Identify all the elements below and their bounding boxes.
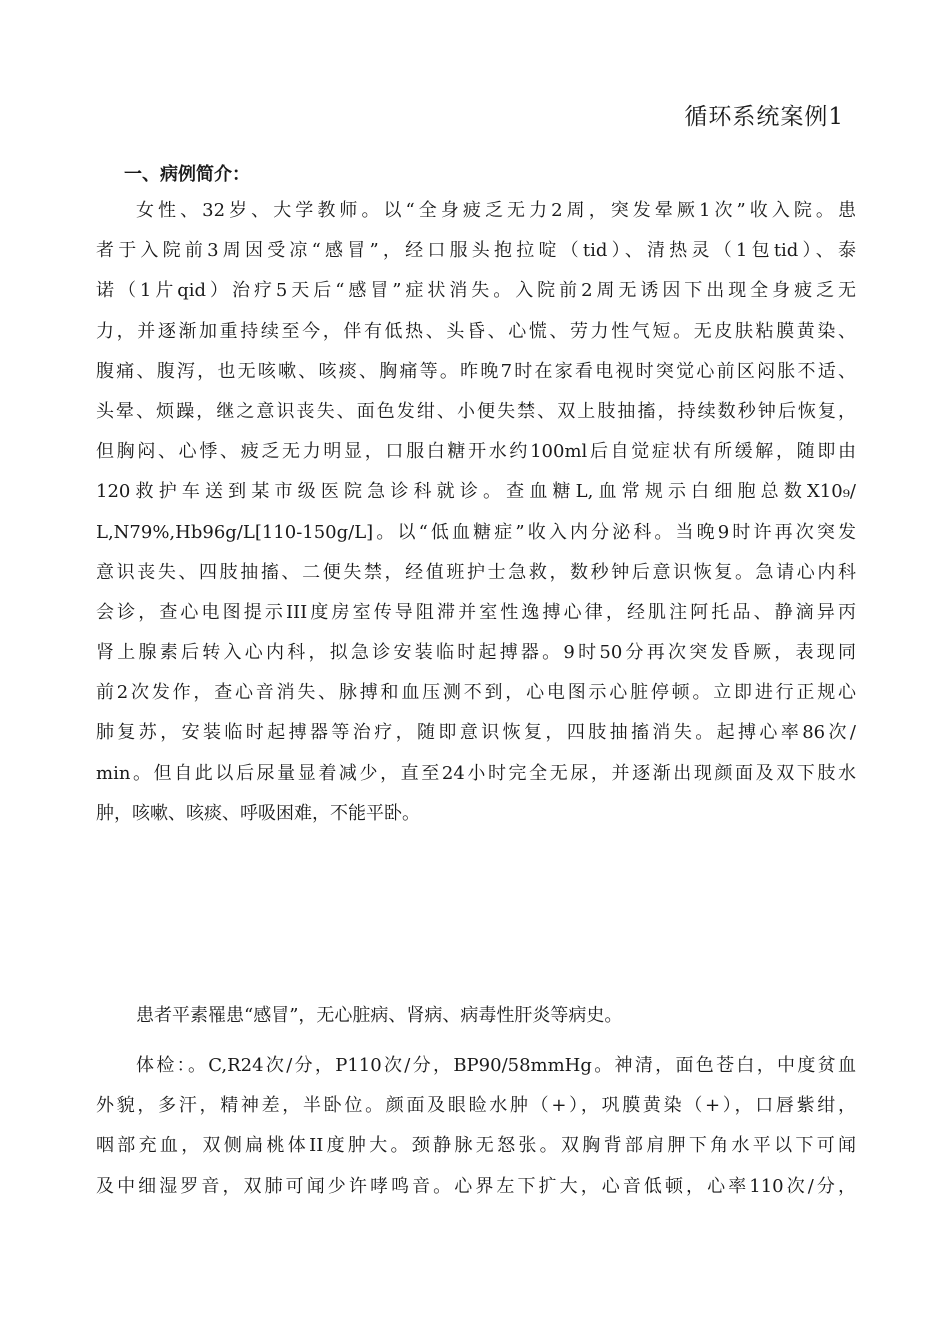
text-line: 腹痛、腹泻，也无咳嗽、咳痰、胸痛等。昨晚7时在家看电视时突觉心前区闷胀不适、 [96, 360, 856, 382]
case-history-paragraph [96, 191, 856, 834]
text-line: 咽部充血，双侧扁桃体II度肿大。颈静脉无怒张。双胸背部肩胛下角水平以下可闻 [96, 1135, 856, 1157]
past-history-paragraph [96, 996, 856, 1036]
text-line: 头晕、烦躁，继之意识丧失、面色发绀、小便失禁、双上肢抽搐，持续数秒钟后恢复， [96, 400, 856, 422]
text-line: 会诊，查心电图提示III度房室传导阻滞并室性逸搏心律，经肌注阿托品、静滴异丙 [96, 601, 856, 623]
text-line: min。但自此以后尿量显着减少，直至24小时完全无尿，并逐渐出现颜面及双下肢水 [96, 762, 856, 784]
text-line: 体检：。C,R24次/分，P110次/分，BP90/58mmHg。神清，面色苍白，中度贫血 [136, 1055, 856, 1076]
text-line: 120救护车送到某市级医院急诊科就诊。查血糖L,血常规示白细胞总数X10₉/ [96, 481, 856, 503]
text-line: 前2次发作，查心音消失、脉搏和血压测不到，心电图示心脏停顿。立即进行正规心 [96, 682, 856, 704]
text-line: L,N79%,Hb96g/L[110-150g/L]。以“低血糖症”收入内分泌科。当晚9时许再次突发 [96, 521, 856, 543]
text-line: 肾上腺素后转入心内科，拟急诊安装临时起搏器。9时50分再次突发昏厥，表现同 [96, 642, 856, 664]
text-line: 意识丧失、四肢抽搐、二便失禁，经值班护士急救，数秒钟后意识恢复。急请心内科 [96, 561, 856, 583]
text-line: 女性、32岁、大学教师。以“全身疲乏无力2周，突发晕厥1次”收入院。患 [136, 200, 856, 221]
text-line: 及中细湿罗音，双肺可闻少许哮鸣音。心界左下扩大，心音低顿，心率110次/分， [96, 1175, 856, 1197]
text-line: 外貌，多汗，精神差，半卧位。颜面及眼睑水肿（+），巩膜黄染（+），口唇紫绀， [96, 1095, 856, 1117]
text-line: 但胸闷、心悸、疲乏无力明显，口服白糖开水约100ml后自觉症状有所缓解，随即由 [96, 441, 856, 463]
document-title: 循环系统案例1 [684, 104, 844, 130]
text-line: 肺复苏，安装临时起搏器等治疗，随即意识恢复，四肢抽搐消失。起搏心率86次/ [96, 722, 856, 744]
text-line: 肿，咳嗽、咳痰、呼吸困难，不能平卧。 [96, 802, 420, 824]
text-line: 者于入院前3周因受凉“感冒”，经口服头抱拉啶（tid）、清热灵（1包tid）、泰 [96, 240, 856, 262]
text-line: 患者平素罹患“感冒”，无心脏病、肾病、病毒性肝炎等病史。 [136, 1005, 623, 1026]
physical-exam-paragraph [96, 1046, 856, 1207]
section-heading: 一、病例简介： [124, 164, 250, 185]
text-line: 力，并逐渐加重持续至今，伴有低热、头昏、心慌、劳力性气短。无皮肤粘膜黄染、 [96, 320, 856, 342]
text-line: 诺（1片qid）治疗5天后“感冒”症状消失。入院前2周无诱因下出现全身疲乏无 [96, 280, 856, 302]
